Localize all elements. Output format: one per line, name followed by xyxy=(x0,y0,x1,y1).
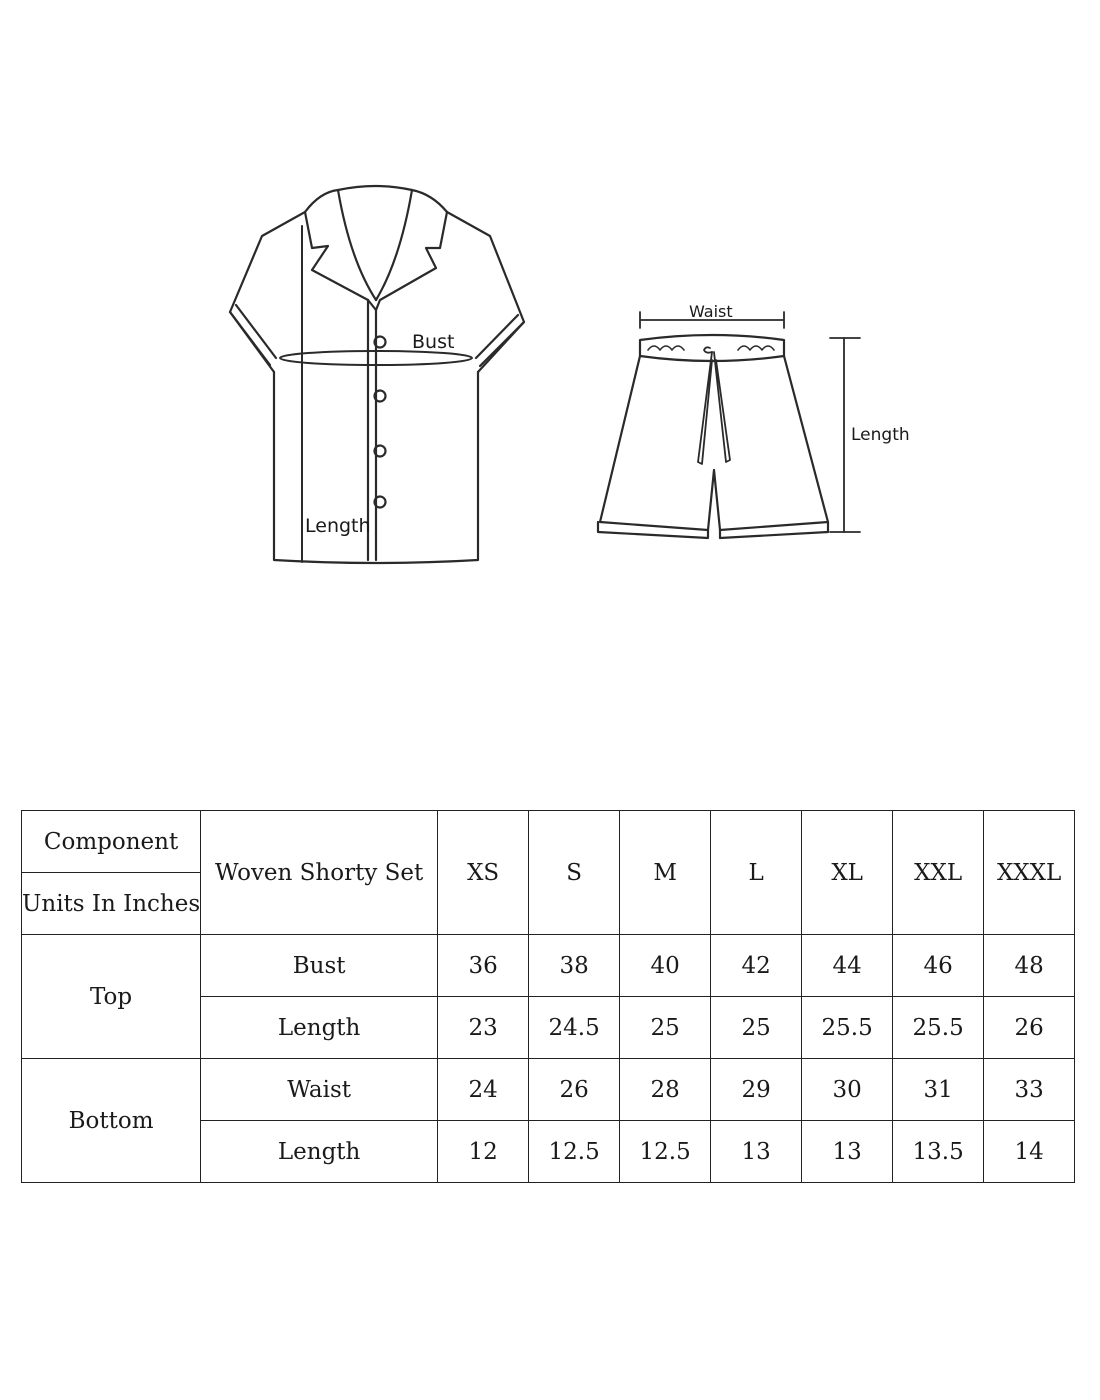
size-header: XXL xyxy=(893,811,984,935)
value-cell: 29 xyxy=(711,1059,802,1121)
waist-label: Waist xyxy=(689,302,733,321)
header-row xyxy=(22,811,1075,873)
value-cell: 13.5 xyxy=(893,1121,984,1183)
size-header: XL xyxy=(802,811,893,935)
size-header: XS xyxy=(438,811,529,935)
value-cell: 44 xyxy=(802,935,893,997)
value-cell: 33 xyxy=(984,1059,1075,1121)
value-cell: 12 xyxy=(438,1121,529,1183)
size-header: L xyxy=(711,811,802,935)
measure-label: Waist xyxy=(201,1059,438,1121)
table-row xyxy=(22,1059,1075,1121)
group-label-top: Top xyxy=(22,935,201,1059)
value-cell: 25 xyxy=(620,997,711,1059)
shirt-illustration xyxy=(230,186,524,563)
group-label-bottom: Bottom xyxy=(22,1059,201,1183)
shorts-length-label: Length xyxy=(851,425,910,445)
value-cell: 31 xyxy=(893,1059,984,1121)
value-cell: 25.5 xyxy=(802,997,893,1059)
value-cell: 25.5 xyxy=(893,997,984,1059)
shirt-length-label: Length xyxy=(305,515,371,537)
measure-label: Length xyxy=(201,997,438,1059)
measure-label: Bust xyxy=(201,935,438,997)
size-header: S xyxy=(529,811,620,935)
bust-label: Bust xyxy=(412,331,455,353)
measure-label: Length xyxy=(201,1121,438,1183)
value-cell: 26 xyxy=(529,1059,620,1121)
units-header: Units In Inches xyxy=(22,873,201,935)
component-header: Component xyxy=(22,811,201,873)
size-header: M xyxy=(620,811,711,935)
size-chart-table xyxy=(21,810,1075,1183)
value-cell: 13 xyxy=(802,1121,893,1183)
value-cell: 13 xyxy=(711,1121,802,1183)
value-cell: 24.5 xyxy=(529,997,620,1059)
size-header: XXXL xyxy=(984,811,1075,935)
value-cell: 26 xyxy=(984,997,1075,1059)
set-name-header: Woven Shorty Set xyxy=(201,811,438,935)
value-cell: 30 xyxy=(802,1059,893,1121)
table-row xyxy=(22,935,1075,997)
value-cell: 14 xyxy=(984,1121,1075,1183)
value-cell: 12.5 xyxy=(620,1121,711,1183)
value-cell: 46 xyxy=(893,935,984,997)
value-cell: 25 xyxy=(711,997,802,1059)
value-cell: 12.5 xyxy=(529,1121,620,1183)
value-cell: 42 xyxy=(711,935,802,997)
value-cell: 36 xyxy=(438,935,529,997)
garment-diagram-svg xyxy=(0,0,1100,620)
value-cell: 48 xyxy=(984,935,1075,997)
value-cell: 24 xyxy=(438,1059,529,1121)
value-cell: 28 xyxy=(620,1059,711,1121)
value-cell: 40 xyxy=(620,935,711,997)
shorts-illustration xyxy=(598,312,860,538)
garment-diagram xyxy=(0,0,1100,620)
value-cell: 38 xyxy=(529,935,620,997)
value-cell: 23 xyxy=(438,997,529,1059)
